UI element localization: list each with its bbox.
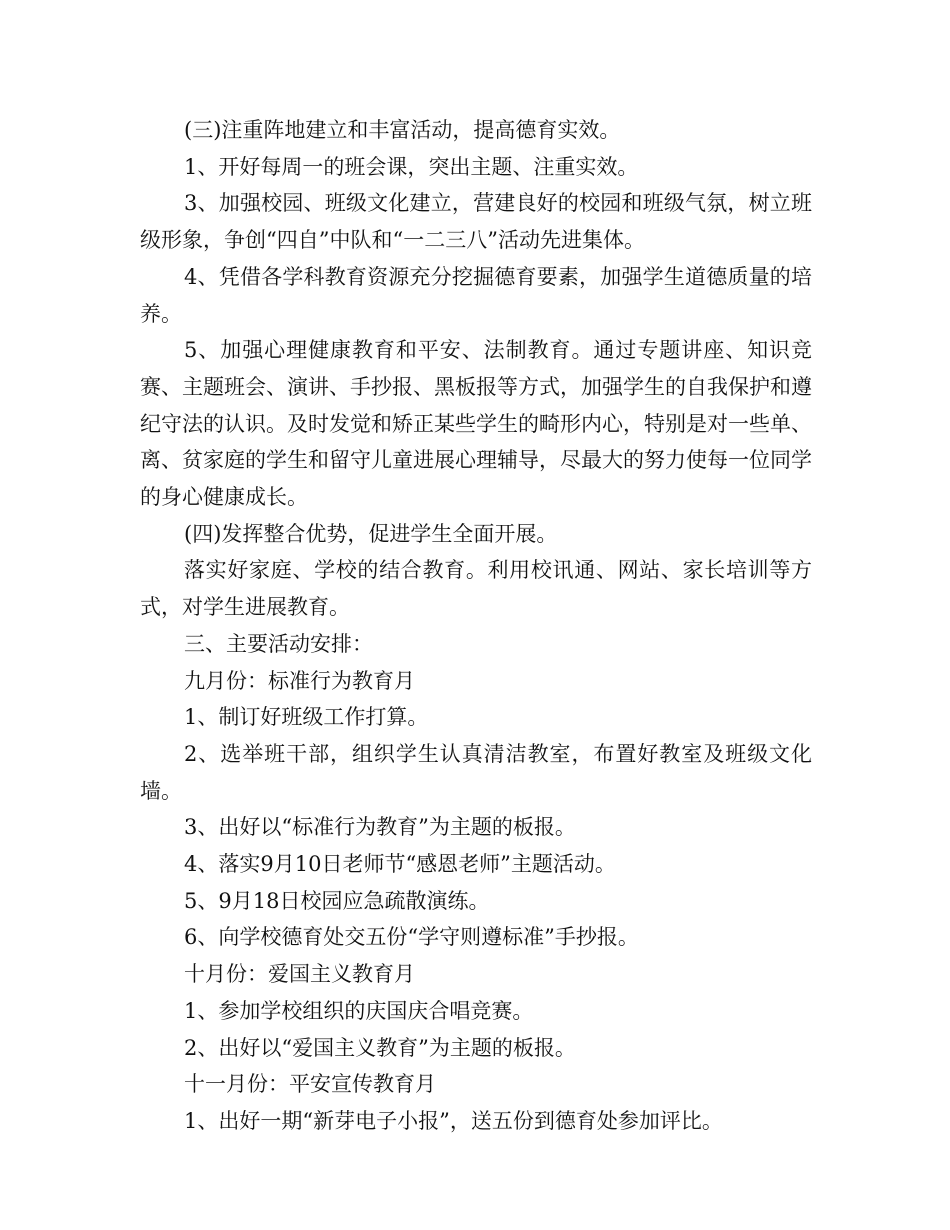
paragraph-item-3: 3、加强校园、班级文化建立，营建良好的校园和班级气氛，树立班级形象，争创“四自”中队和“一二三八”活动先进集体。 bbox=[140, 191, 812, 253]
september-item-5: 5、9月18日校园应急疏散演练。 bbox=[184, 888, 490, 913]
october-item-2: 2、出好以“爱国主义教育”为主题的板报。 bbox=[184, 1035, 576, 1060]
september-item-6: 6、向学校德育处交五份“学守则遵标准”手抄报。 bbox=[184, 925, 639, 950]
september-item-3: 3、出好以“标准行为教育”为主题的板报。 bbox=[184, 815, 576, 840]
paragraph-item-1: 1、开好每周一的班会课，突出主题、注重实效。 bbox=[184, 154, 639, 179]
section-heading-activities: 三、主要活动安排： bbox=[184, 631, 373, 656]
september-item-2: 2、选举班干部，组织学生认真清洁教室，布置好教室及班级文化墙。 bbox=[140, 741, 812, 803]
month-heading-september: 九月份：标准行为教育月 bbox=[184, 668, 415, 693]
paragraph-item-4: 4、凭借各学科教育资源充分挖掘德育要素，加强学生道德质量的培养。 bbox=[140, 264, 812, 326]
section-heading-4: (四)发挥整合优势，促进学生全面开展。 bbox=[184, 521, 558, 546]
paragraph-home-school: 落实好家庭、学校的结合教育。利用校讯通、网站、家长培训等方式，对学生进展教育。 bbox=[140, 558, 812, 620]
section-heading-3: (三)注重阵地建立和丰富活动，提高德育实效。 bbox=[184, 118, 621, 142]
september-item-4: 4、落实9月10日老师节“感恩老师”主题活动。 bbox=[184, 852, 616, 877]
document-body bbox=[140, 112, 812, 1140]
november-item-1: 1、出好一期“新芽电子小报”，送五份到德育处参加评比。 bbox=[184, 1108, 723, 1133]
september-item-1: 1、制订好班级工作打算。 bbox=[184, 705, 429, 730]
month-heading-november: 十一月份：平安宣传教育月 bbox=[184, 1072, 436, 1097]
month-heading-october: 十月份：爱国主义教育月 bbox=[184, 962, 415, 987]
paragraph-item-5: 5、加强心理健康教育和平安、法制教育。通过专题讲座、知识竞赛、主题班会、演讲、手抄报、黑板报等方式，加强学生的自我保护和遵纪守法的认识。及时发觉和矫正某些学生的畸形内心，特别是对一些单、离、贫家庭的学生和留守儿童进展心理辅导，尽最大的努力使每一位同学的身心健康成长。 bbox=[140, 338, 812, 510]
october-item-1: 1、参加学校组织的庆国庆合唱竞赛。 bbox=[184, 998, 534, 1023]
